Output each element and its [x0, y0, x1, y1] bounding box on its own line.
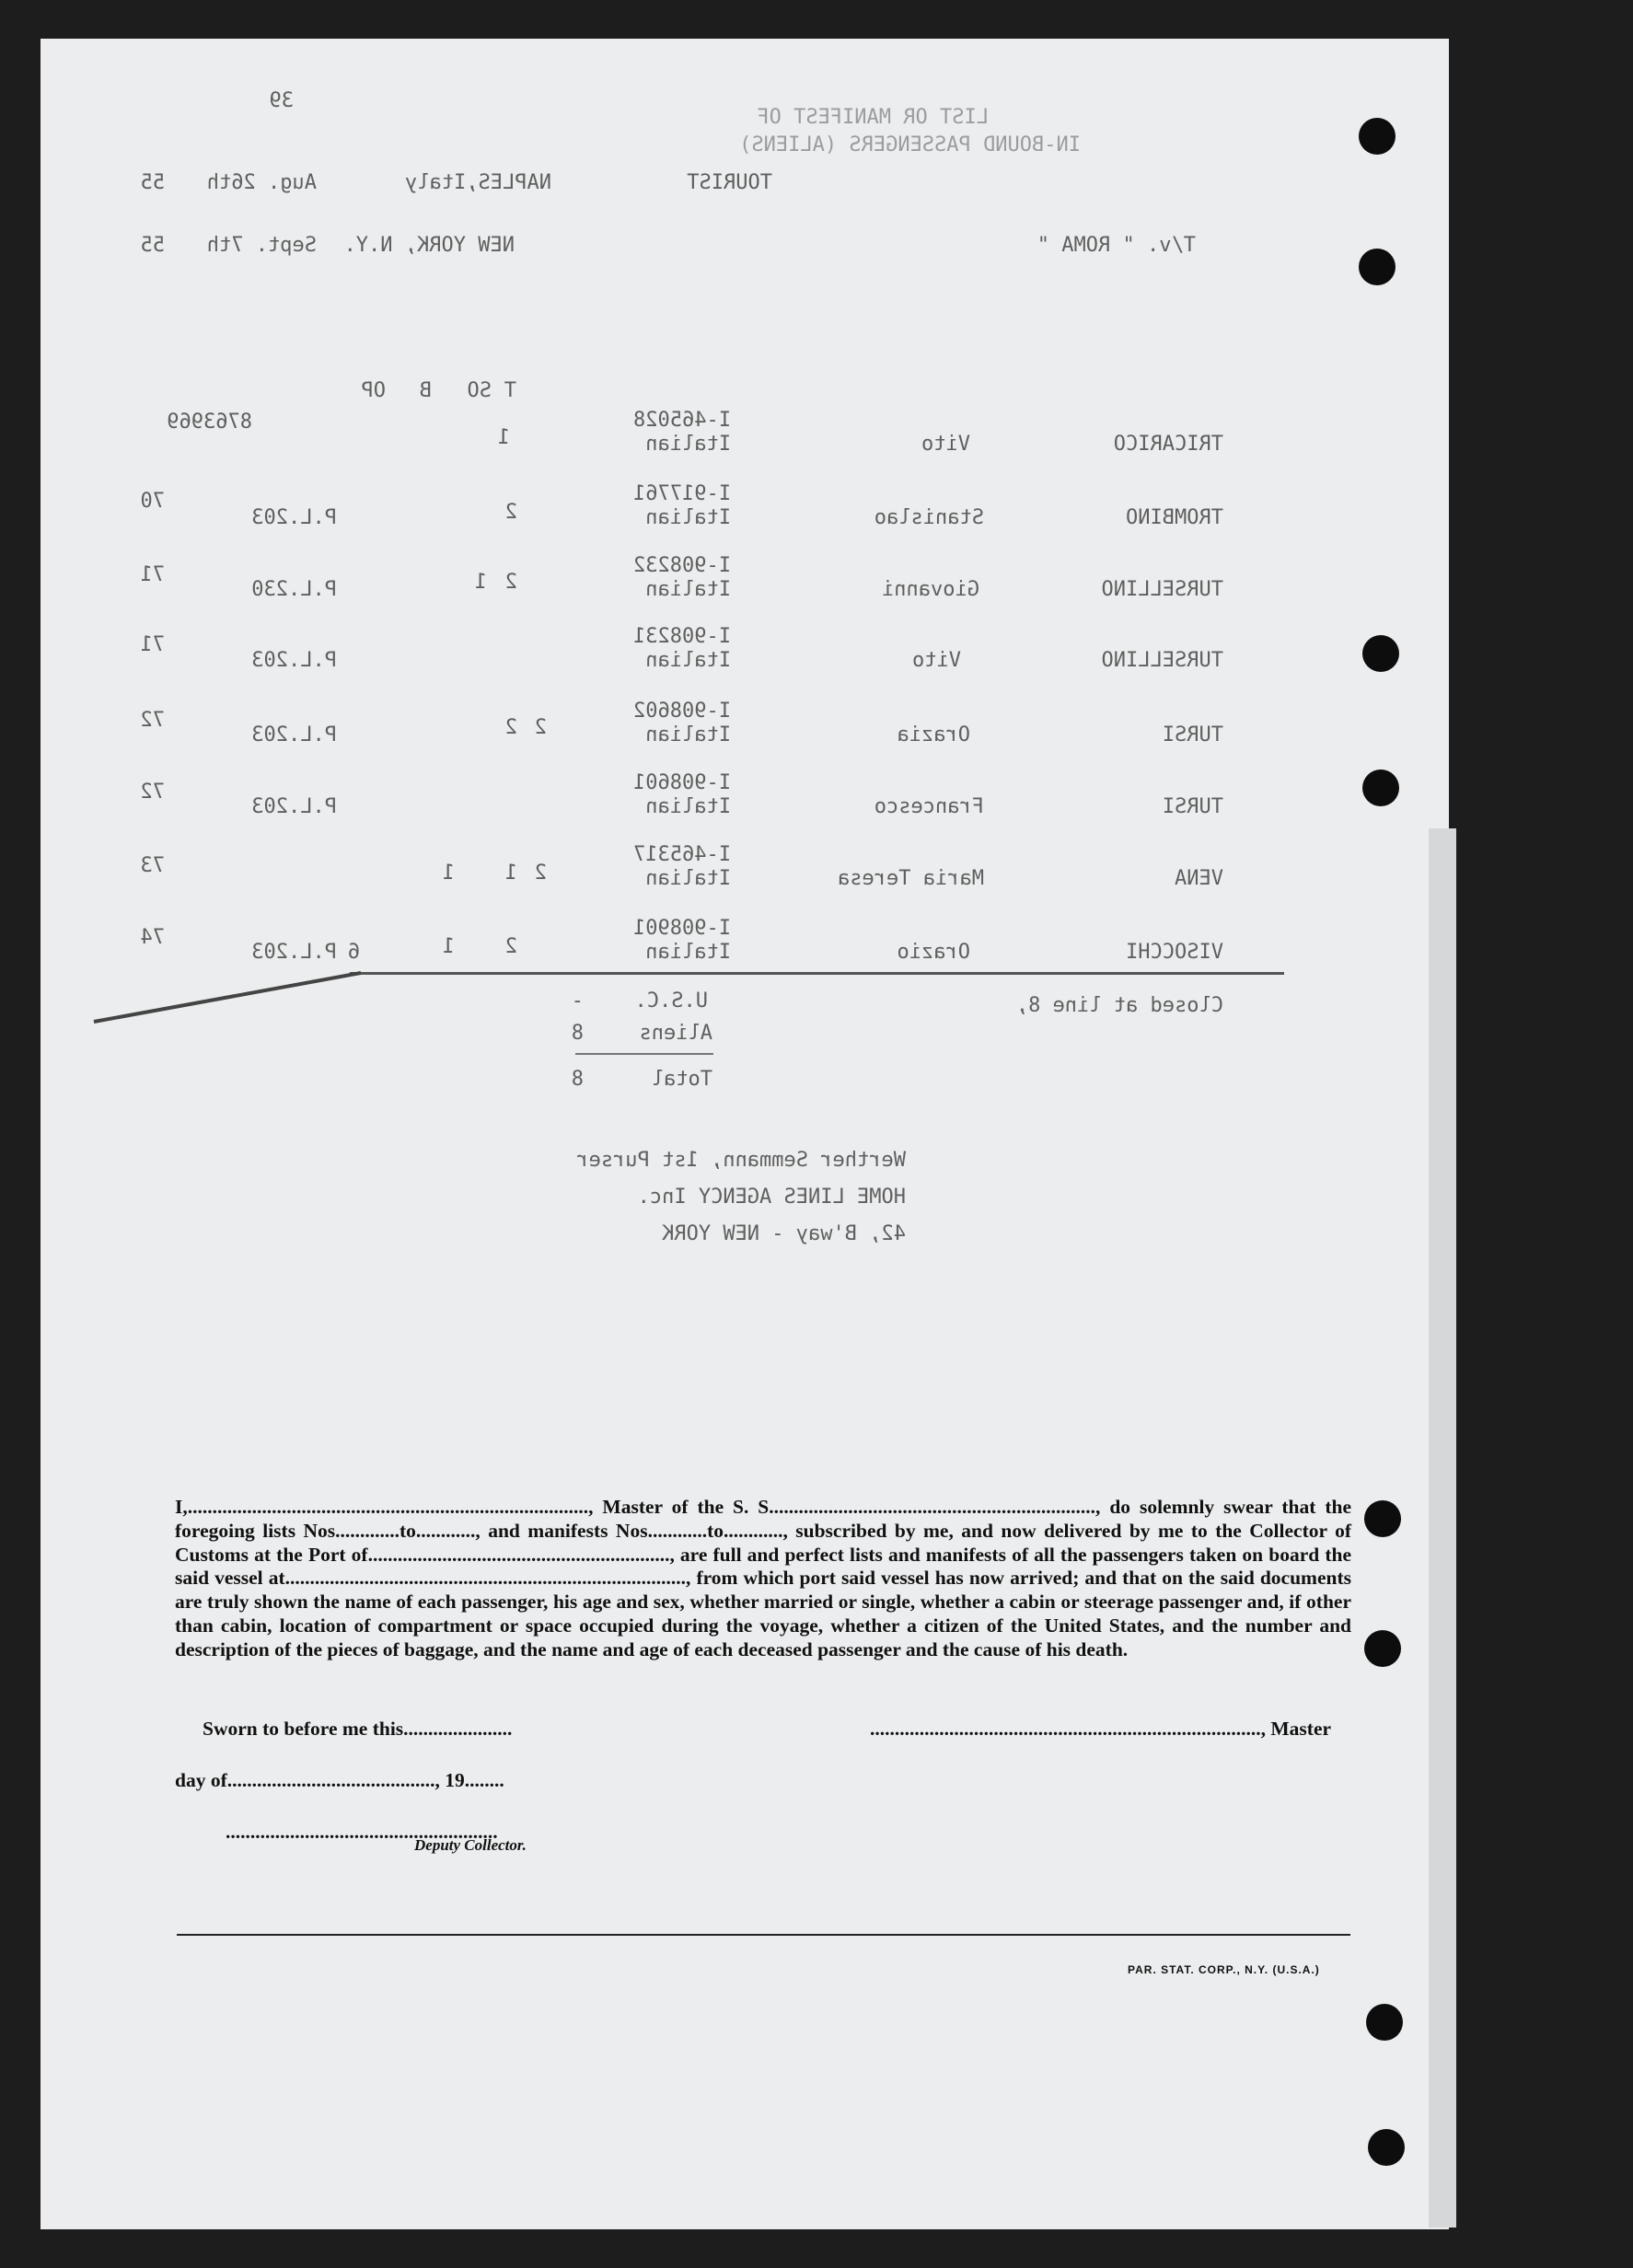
row-count: 1 [497, 426, 510, 449]
agency-line: HOME LINES AGENCY Inc. [637, 1186, 906, 1209]
col-code-t: T [504, 379, 516, 402]
row-given: Vito [912, 649, 961, 672]
total-label: Total [651, 1068, 712, 1091]
row-doc: I-908231 [633, 625, 731, 648]
row-count: 1 [442, 935, 455, 958]
ghost-line-1: LIST OR MANIFEST OF [757, 106, 989, 129]
table-bottom-rule [350, 972, 1284, 975]
row-nationality: Italian [645, 723, 731, 746]
row-given: Orazio [897, 941, 970, 964]
row-line: 72 [140, 709, 165, 732]
row-pl: P.L.203 [251, 941, 337, 964]
year-to: 55 [140, 234, 165, 257]
row-pl: P.L.203 [251, 795, 337, 818]
row-surname: TURSELLINO [1101, 578, 1223, 601]
date-to: Sept. 7th [206, 234, 317, 257]
day-line: day of.........................................., 19........ [175, 1769, 504, 1791]
ghost-line-2: IN-BOUND PASSENGERS (ALIENS) [739, 133, 1081, 156]
row-surname: VISOCCHI [1126, 941, 1223, 964]
row-doc: I-908602 [633, 700, 731, 723]
row-count: 2 [534, 862, 547, 885]
row-surname: VENA [1175, 867, 1223, 890]
row-count: 6 [347, 941, 360, 964]
oath-paragraph [175, 1496, 1351, 1662]
row-surname: TURSELLINO [1101, 649, 1223, 672]
row-given: Vito [921, 433, 970, 456]
row-nationality: Italian [645, 941, 731, 964]
row-doc: I-917761 [633, 482, 731, 505]
purser-line: Werther Semmann, 1st Purser [576, 1149, 906, 1172]
bottom-rule [177, 1934, 1350, 1936]
row-nationality: Italian [645, 578, 731, 601]
col-code-b: B [419, 379, 432, 402]
row-surname: TURSI [1162, 795, 1223, 818]
row-given: Orazia [897, 723, 970, 746]
row-count: 1 [474, 571, 487, 594]
row-nationality: Italian [645, 433, 731, 456]
row-doc: I-465317 [633, 843, 731, 866]
row-count: 1 [442, 862, 455, 885]
row-count: 2 [504, 571, 517, 594]
row-line: 74 [140, 926, 165, 949]
row-nationality: Italian [645, 649, 731, 672]
date-from: Aug. 26th [206, 171, 317, 194]
row-count: 2 [504, 501, 517, 524]
row-number: 8763969 [167, 411, 252, 434]
totals-rule [575, 1053, 713, 1055]
binder-hole [1364, 1500, 1401, 1537]
row-surname: TRICARICO [1113, 433, 1223, 456]
oath-text: I,................................................................................., Master of the S. S.................................................................., do solemnly swear that the foregoing lists Nos.............to............, and manifests Nos............to............, subscribed by me, and now delivered by me to the Collector of Customs at the Port of............................................................., are full and perfect lists and manifests of all the passengers taken on board the said vessel at................................................................................., from which port said vessel has now arrived; and that on the said documents are truly shown the name of each passenger, his age and sex, whether married or single, whether a cabin or steerage passenger and, if other than cabin, location of compartment or space occupied during the voyage, whether a citizen of the United States, and the number and description of the pieces of baggage, and the name and age of each deceased passenger and the cause of his death. [175, 1496, 1351, 1660]
row-given: Maria Teresa [838, 867, 984, 890]
row-count: 2 [504, 716, 517, 739]
aliens-label: Aliens [639, 1022, 712, 1045]
col-code-op: OP [361, 379, 386, 402]
col-code-c: SO [467, 379, 492, 402]
row-nationality: Italian [645, 506, 731, 529]
row-doc: I-908232 [633, 554, 731, 577]
closed-at-note: Closed at line 8, [1015, 994, 1223, 1017]
deputy-collector-label: Deputy Collector. [414, 1836, 527, 1854]
signature-reversed [0, 1132, 1633, 1261]
aliens-value: 8 [571, 1022, 584, 1045]
usc-label: U.S.C. [634, 989, 708, 1012]
binder-hole [1364, 1630, 1401, 1667]
row-line: 72 [140, 781, 165, 804]
row-nationality: Italian [645, 867, 731, 890]
binder-hole [1368, 2129, 1405, 2166]
strike-line [92, 962, 368, 1026]
row-doc: I-908601 [633, 771, 731, 794]
master-line: ..............................................................................., Master [870, 1718, 1332, 1740]
ship-name: T/v. " ROMA " [1037, 234, 1196, 257]
printer-imprint: PAR. STAT. CORP., N.Y. (U.S.A.) [1128, 1963, 1320, 1976]
address-line: 42, B'way - NEW YORK [662, 1222, 906, 1245]
page-number: 39 [269, 89, 294, 112]
row-nationality: Italian [645, 795, 731, 818]
sworn-line: Sworn to before me this...................... [203, 1718, 513, 1740]
year-from: 55 [140, 171, 165, 194]
row-doc: I-465028 [633, 409, 731, 432]
manifest-reversed [0, 0, 1633, 1105]
total-value: 8 [571, 1068, 584, 1091]
row-line: 73 [140, 854, 165, 877]
row-pl: P.L.203 [251, 649, 337, 672]
row-count: 2 [504, 935, 517, 958]
row-pl: P.L.203 [251, 723, 337, 746]
row-line: 70 [140, 490, 165, 513]
deputy-dotted-line: ....................................................... [226, 1821, 498, 1843]
row-pl: P.L.203 [251, 506, 337, 529]
row-doc: I-908901 [633, 917, 731, 940]
class-label: TOURIST [687, 171, 772, 194]
row-count: 1 [504, 862, 517, 885]
row-given: Giovanni [882, 578, 979, 601]
row-line: 71 [140, 563, 165, 586]
row-surname: TROMBINO [1126, 506, 1223, 529]
binder-hole [1366, 2004, 1403, 2041]
port-from: NAPLES,Italy [405, 171, 551, 194]
row-pl: P.L.230 [251, 578, 337, 601]
usc-value: - [571, 989, 584, 1012]
row-given: Stanislao [874, 506, 984, 529]
row-count: 2 [534, 716, 547, 739]
row-given: Francesco [874, 795, 984, 818]
row-line: 71 [140, 633, 165, 656]
row-surname: TURSI [1162, 723, 1223, 746]
port-to: NEW YORK, N.Y. [343, 234, 515, 257]
